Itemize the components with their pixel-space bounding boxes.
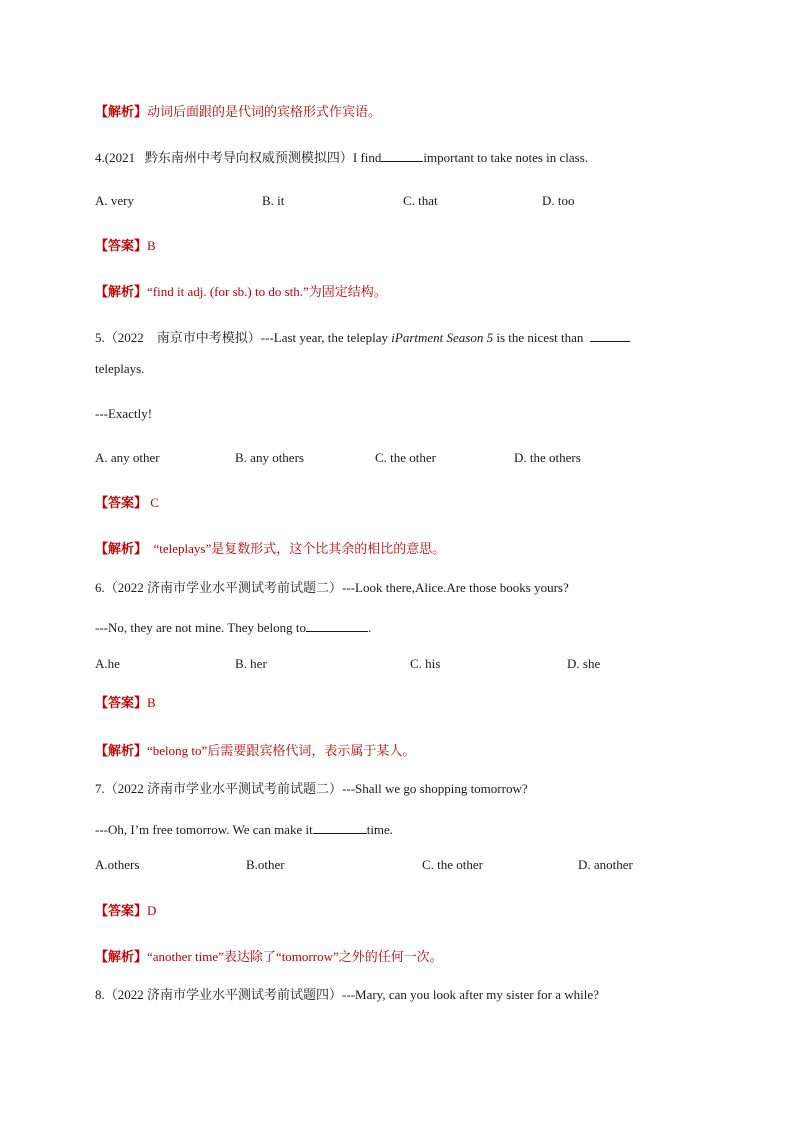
answer-tag: 【答案】 — [95, 496, 148, 511]
question-5 — [95, 328, 630, 348]
option-b[interactable]: B. any others — [235, 450, 304, 465]
dialogue-reply: ---Exactly! — [95, 406, 153, 421]
question-number: 6.（2022 — [95, 580, 144, 595]
answer-value: B — [147, 238, 156, 253]
question-7-cont — [95, 820, 393, 839]
analysis-quote: “find it adj. (for sb.) to do sth.” — [147, 284, 309, 299]
option-b[interactable]: B. it — [262, 193, 285, 208]
option-c[interactable]: C. that — [403, 193, 438, 208]
question-text-tail: important to take notes in class. — [423, 150, 589, 165]
analysis-q6 — [95, 742, 415, 761]
analysis-q3 — [95, 103, 381, 122]
analysis-quote: “teleplays” — [153, 541, 212, 556]
answer-tag: 【答案】 — [95, 696, 148, 711]
analysis-text: 动词后面跟的是代词的宾格形式作宾语。 — [147, 105, 382, 120]
answer-blank[interactable] — [306, 618, 368, 632]
answer-q4 — [95, 237, 156, 256]
answer-q7 — [95, 902, 156, 921]
question-text: ---Last year, the teleplay — [260, 330, 389, 345]
answer-tag: 【答案】 — [95, 239, 148, 254]
dialogue-tail: . — [367, 620, 372, 635]
question-6 — [95, 579, 569, 598]
question-text: ---Look there,Alice.Are those books yours? — [342, 580, 569, 595]
answer-value: B — [147, 695, 156, 710]
option-c[interactable]: C. his — [410, 656, 441, 671]
question-8 — [95, 986, 599, 1005]
answer-tag: 【答案】 — [95, 904, 148, 919]
dialogue-text: ---Oh, I’m free tomorrow. We can make it — [95, 822, 313, 837]
question-6-cont — [95, 618, 371, 637]
option-a[interactable]: A.he — [95, 656, 120, 671]
analysis-q7 — [95, 948, 443, 967]
question-text: I find — [352, 150, 382, 165]
question-text: ---Shall we go shopping tomorrow? — [342, 781, 528, 796]
question-source: 济南市学业水平测试考前试题二） — [147, 782, 343, 797]
question-text-tail: is the nicest than — [496, 330, 584, 345]
analysis-quote: “belong to” — [147, 743, 208, 758]
analysis-tag: 【解析】 — [95, 744, 148, 759]
option-a[interactable]: A. very — [95, 193, 134, 208]
question-number: 4.(2021 — [95, 150, 136, 165]
analysis-q4 — [95, 283, 387, 302]
option-b[interactable]: B.other — [246, 857, 285, 872]
analysis-quote-2: “tomorrow” — [275, 949, 339, 964]
option-d[interactable]: D. too — [542, 193, 575, 208]
answer-blank[interactable] — [381, 148, 423, 162]
answer-q5 — [95, 494, 159, 513]
dialogue-tail: time. — [366, 822, 394, 837]
question-source: 黔东南州中考导向权威预测模拟四） — [144, 151, 353, 166]
question-number: 8.（2022 — [95, 987, 144, 1002]
answer-blank[interactable] — [313, 820, 367, 834]
option-d[interactable]: D. another — [578, 857, 633, 872]
analysis-q5 — [95, 540, 445, 559]
question-4 — [95, 148, 588, 168]
answer-value: D — [147, 903, 157, 918]
analysis-text: 为固定结构。 — [308, 285, 387, 300]
analysis-tag: 【解析】 — [95, 105, 148, 120]
question-text: ---Mary, can you look after my sister for a while? — [342, 987, 599, 1002]
teleplay-title: iPartment Season 5 — [391, 330, 494, 345]
option-b[interactable]: B. her — [235, 656, 267, 671]
answer-blank[interactable] — [590, 328, 630, 342]
question-source: 济南市学业水平测试考前试题二） — [147, 581, 343, 596]
option-d[interactable]: D. the others — [514, 450, 581, 465]
question-number: 7.（2022 — [95, 781, 144, 796]
question-source: 济南市学业水平测试考前试题四） — [147, 988, 343, 1003]
dialogue-text: ---No, they are not mine. They belong to — [95, 620, 306, 635]
option-c[interactable]: C. the other — [422, 857, 484, 872]
analysis-tag: 【解析】 — [95, 950, 148, 965]
answer-value: C — [150, 495, 159, 510]
answer-q6 — [95, 694, 156, 713]
analysis-text: 表达除了 — [223, 950, 276, 965]
option-c[interactable]: C. the other — [375, 450, 437, 465]
analysis-tag: 【解析】 — [95, 285, 148, 300]
question-source: 南京市中考模拟） — [156, 331, 261, 346]
analysis-tag: 【解析】 — [95, 542, 148, 557]
analysis-quote: “another time” — [147, 949, 224, 964]
analysis-text: 后需要跟宾格代词，表示属于某人。 — [207, 744, 416, 759]
question-5-cont: teleplays. — [95, 361, 145, 376]
option-d[interactable]: D. she — [567, 656, 601, 671]
analysis-text: 是复数形式，这个比其余的相比的意思。 — [211, 542, 446, 557]
option-a[interactable]: A. any other — [95, 450, 160, 465]
option-a[interactable]: A.others — [95, 857, 140, 872]
question-7 — [95, 780, 528, 799]
question-number: 5.（2022 — [95, 330, 144, 345]
analysis-text-2: 之外的任何一次。 — [338, 950, 443, 965]
